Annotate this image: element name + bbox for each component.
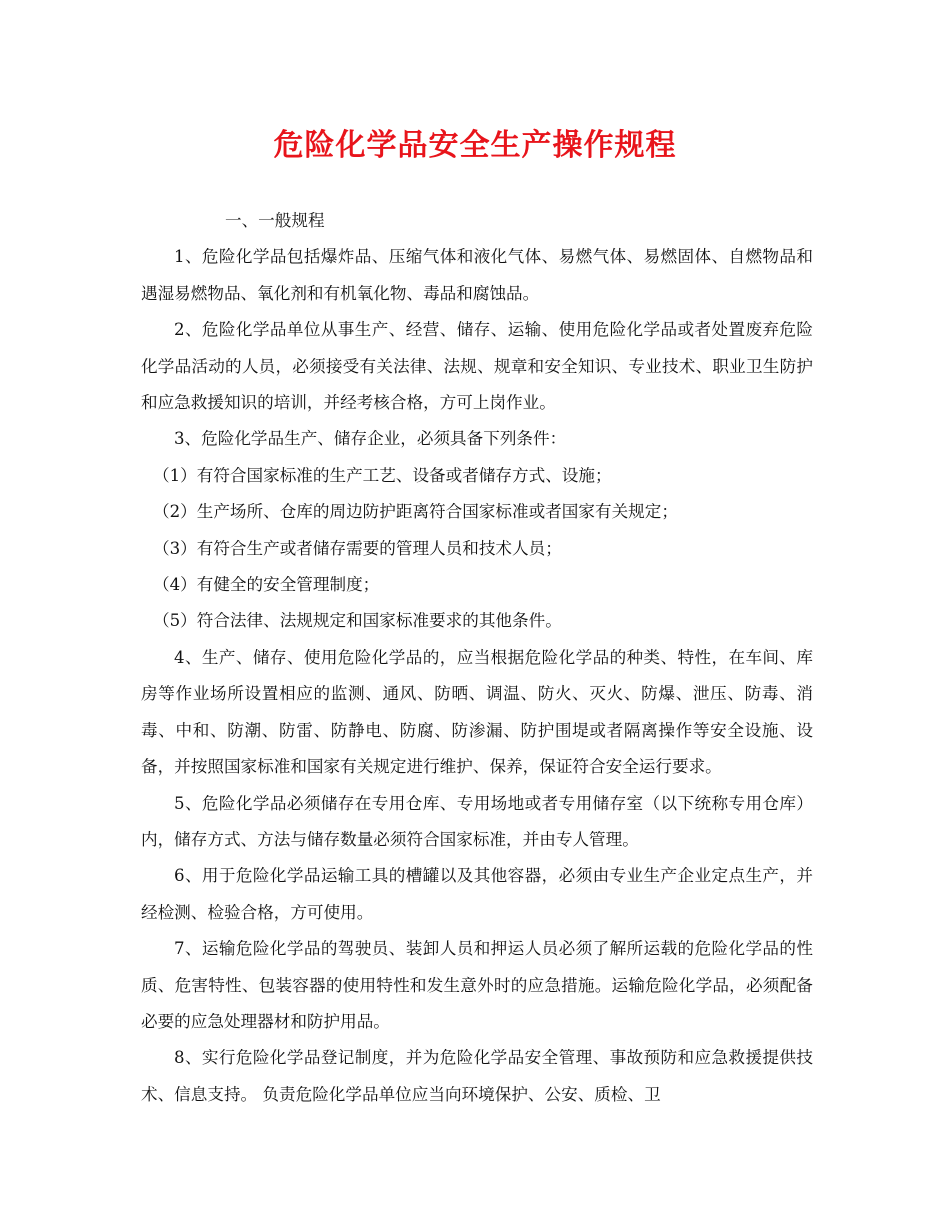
condition-item-1: （1）有符合国家标准的生产工艺、设备或者储存方式、设施； bbox=[153, 465, 612, 485]
condition-item-5: （5）符合法律、法规规定和国家标准要求的其他条件。 bbox=[153, 611, 562, 631]
condition-item-3: （3）有符合生产或者储存需要的管理人员和技术人员； bbox=[153, 538, 562, 558]
condition-item-2: （2）生产场所、仓库的周边防护距离符合国家标准或者国家有关规定； bbox=[153, 502, 678, 522]
section-heading: 一、一般规程 bbox=[225, 211, 325, 230]
paragraph-2: 2、危险化学品单位从事生产、经营、储存、运输、使用危险化学品或者处置废弃危险化学品活动的人员，必须接受有关法律、法规、规章和安全知识、专业技术、职业卫生防护和应急救援知识的培训，并经考核合格，方可上岗作业。 bbox=[141, 320, 813, 413]
paragraph-5: 5、危险化学品必须储存在专用仓库、专用场地或者专用储存室（以下统称专用仓库）内，储存方式、方法与储存数量必须符合国家标准，并由专人管理。 bbox=[141, 793, 813, 849]
paragraph-6: 6、用于危险化学品运输工具的槽罐以及其他容器，必须由专业生产企业定点生产，并经检测、检验合格，方可使用。 bbox=[141, 866, 813, 922]
paragraph-8: 8、实行危险化学品登记制度，并为危险化学品安全管理、事故预防和应急救援提供技术、信息支持。 负责危险化学品单位应当向环境保护、公安、质检、卫 bbox=[141, 1048, 813, 1104]
condition-item-4: （4）有健全的安全管理制度； bbox=[153, 575, 380, 595]
document-title: 危险化学品安全生产操作规程 bbox=[273, 128, 677, 163]
document-body bbox=[141, 203, 813, 1113]
paragraph-3: 3、危险化学品生产、储存企业，必须具备下列条件： bbox=[174, 429, 567, 449]
paragraph-7: 7、运输危险化学品的驾驶员、装卸人员和押运人员必须了解所运载的危险化学品的性质、危害特性、包装容器的使用特性和发生意外时的应急措施。运输危险化学品，必须配备必要的应急处理器材和防护用品。 bbox=[141, 939, 813, 1031]
paragraph-1: 1、危险化学品包括爆炸品、压缩气体和液化气体、易燃气体、易燃固体、自燃物品和遇湿易燃物品、氧化剂和有机氧化物、毒品和腐蚀品。 bbox=[141, 247, 813, 303]
paragraph-4: 4、生产、储存、使用危险化学品的，应当根据危险化学品的种类、特性，在车间、库房等作业场所设置相应的监测、通风、防晒、调温、防火、灭火、防爆、泄压、防毒、消毒、中和、防潮、防雷、防静电、防腐、防渗漏、防护围堤或者隔离操作等安全设施、设备，并按照国家标准和国家有关规定进行维护、保养，保证符合安全运行要求。 bbox=[141, 647, 813, 777]
